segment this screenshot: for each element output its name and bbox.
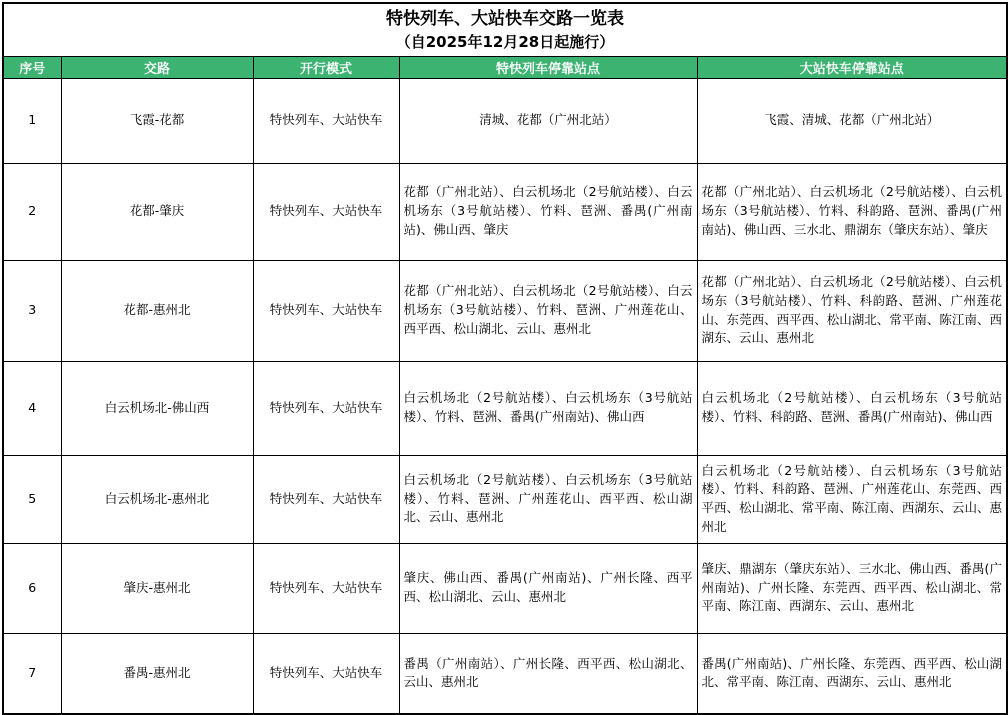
express-stops-cell: 清城、花都（广州北站） xyxy=(399,78,697,163)
table-row xyxy=(3,361,1007,455)
route-cell: 花都-惠州北 xyxy=(61,260,253,361)
column-header-major-stops: 大站快车停靠站点 xyxy=(697,56,1007,78)
column-header-seq: 序号 xyxy=(3,56,61,78)
seq-cell: 6 xyxy=(3,543,61,633)
seq-cell: 2 xyxy=(3,163,61,260)
table-title-cell xyxy=(3,3,1007,56)
express-stops-cell: 白云机场北（2号航站楼）、白云机场东（3号航站楼）、竹料、琶洲、广州莲花山、西平西、松山湖北、云山、惠州北 xyxy=(399,455,697,543)
seq-cell: 3 xyxy=(3,260,61,361)
route-cell: 飞霞-花都 xyxy=(61,78,253,163)
table-row xyxy=(3,455,1007,543)
route-cell: 白云机场北-佛山西 xyxy=(61,361,253,455)
express-stops-cell: 花都（广州北站）、白云机场北（2号航站楼）、白云机场东（3号航站楼）、竹料、琶洲、广州莲花山、西平西、松山湖北、云山、惠州北 xyxy=(399,260,697,361)
table-row xyxy=(3,163,1007,260)
column-header-mode: 开行模式 xyxy=(253,56,399,78)
major-stops-cell: 肇庆、鼎湖东（肇庆东站）、三水北、佛山西、番禺(广州南站)、广州长隆、东莞西、西平西、松山湖北、常平南、陈江南、西湖东、云山、惠州北 xyxy=(697,543,1007,633)
express-stops-cell: 番禺（广州南站）、广州长隆、西平西、松山湖北、云山、惠州北 xyxy=(399,633,697,714)
major-stops-cell: 白云机场北（2号航站楼）、白云机场东（3号航站楼）、竹料、科韵路、琶洲、番禺(广州南站)、佛山西 xyxy=(697,361,1007,455)
express-stops-cell: 花都（广州北站）、白云机场北（2号航站楼）、白云机场东（3号航站楼）、竹料、琶洲、番禺(广州南站)、佛山西、肇庆 xyxy=(399,163,697,260)
page-subtitle: （自2025年12月28日起施行） xyxy=(395,33,615,52)
express-stops-cell: 肇庆、佛山西、番禺(广州南站)、广州长隆、西平西、松山湖北、云山、惠州北 xyxy=(399,543,697,633)
route-cell: 白云机场北-惠州北 xyxy=(61,455,253,543)
express-stops-cell: 白云机场北（2号航站楼）、白云机场东（3号航站楼）、竹料、琶洲、番禺(广州南站)、佛山西 xyxy=(399,361,697,455)
title-row xyxy=(3,3,1007,56)
seq-cell: 7 xyxy=(3,633,61,714)
page-title: 特快列车、大站快车交路一览表 xyxy=(386,9,624,30)
column-header-route: 交路 xyxy=(61,56,253,78)
table-row xyxy=(3,543,1007,633)
mode-cell: 特快列车、大站快车 xyxy=(253,260,399,361)
mode-cell: 特快列车、大站快车 xyxy=(253,163,399,260)
table-row xyxy=(3,260,1007,361)
route-cell: 肇庆-惠州北 xyxy=(61,543,253,633)
route-cell: 花都-肇庆 xyxy=(61,163,253,260)
major-stops-cell: 花都（广州北站）、白云机场北（2号航站楼）、白云机场东（3号航站楼）、竹料、科韵路、琶洲、广州莲花山、东莞西、西平西、松山湖北、常平南、陈江南、西湖东、云山、惠州北 xyxy=(697,260,1007,361)
column-header-row xyxy=(3,56,1007,78)
seq-cell: 1 xyxy=(3,78,61,163)
table-row xyxy=(3,633,1007,714)
major-stops-cell: 花都（广州北站）、白云机场北（2号航站楼）、白云机场东（3号航站楼）、竹料、科韵路、琶洲、番禺(广州南站)、佛山西、三水北、鼎湖东（肇庆东站）、肇庆 xyxy=(697,163,1007,260)
route-cell: 番禺-惠州北 xyxy=(61,633,253,714)
column-header-express-stops: 特快列车停靠站点 xyxy=(399,56,697,78)
major-stops-cell: 飞霞、清城、花都（广州北站） xyxy=(697,78,1007,163)
train-routes-table xyxy=(2,2,1008,715)
table-row xyxy=(3,78,1007,163)
major-stops-cell: 番禺(广州南站)、广州长隆、东莞西、西平西、松山湖北、常平南、陈江南、西湖东、云山、惠州北 xyxy=(697,633,1007,714)
mode-cell: 特快列车、大站快车 xyxy=(253,633,399,714)
seq-cell: 4 xyxy=(3,361,61,455)
mode-cell: 特快列车、大站快车 xyxy=(253,361,399,455)
mode-cell: 特快列车、大站快车 xyxy=(253,78,399,163)
seq-cell: 5 xyxy=(3,455,61,543)
major-stops-cell: 白云机场北（2号航站楼）、白云机场东（3号航站楼）、竹料、科韵路、琶洲、广州莲花山、东莞西、西平西、松山湖北、常平南、陈江南、西湖东、云山、惠州北 xyxy=(697,455,1007,543)
mode-cell: 特快列车、大站快车 xyxy=(253,543,399,633)
mode-cell: 特快列车、大站快车 xyxy=(253,455,399,543)
